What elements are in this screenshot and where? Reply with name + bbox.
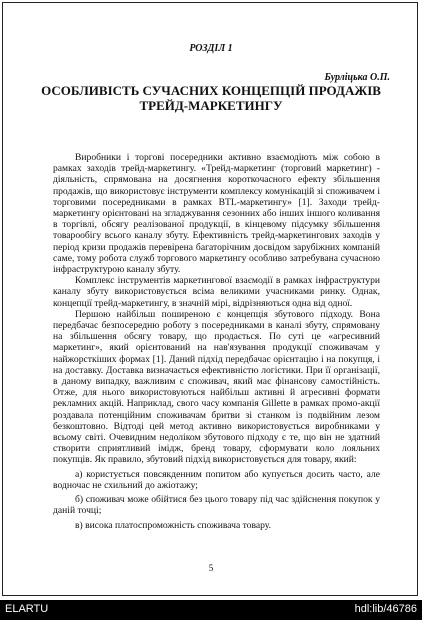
handle-id: hdl:lib/46786	[354, 603, 417, 615]
section-heading: РОЗДІЛ 1	[189, 43, 233, 54]
list-item: а) користується повсякденним попитом або купується досить часто, але водночас не схильний до ажіотажу;	[53, 468, 380, 491]
author-name: Бурліцька О.П.	[324, 72, 390, 83]
list-item: б) споживач може обійтися без цього товару під час здійснення покупок у даній точці;	[53, 494, 380, 517]
paragraph: Комплекс інструментів маркетингової взаємодії в рамках інфраструктури каналу збуту використовується всіма великими учасниками ринку. Однак, концепції трейд-маркетингу, в значній мірі, відрізняються одна від одної.	[53, 275, 380, 309]
article-body	[53, 152, 380, 531]
paragraph: Виробники і торгові посередники активно взаємодіють між собою в рамках заходів трейд-маркетингу. «Трейд-маркетинг (торговий маркетинг) - діяльність, спрямована на досягнення короткочасного ефекту збільшення продажів, що використовує інструменти комплексу комунікацій зі споживачем і торговими посередниками в рамках BTL-маркетингу» [1]. Заходи трейд-маркетингу орієнтовані на згладжування сезонних або інших іншого коливання в торгівлі, обсягу реалізованої продукції, в кінцевому підсумку збільшення товарообігу всього каналу збуту. Ефективність трейд-маркетингових заходів у період кризи продажів перевірена багаторічним досвідом зарубіжних компаній саме, тому робота служб торгового маркетингу особливо затребувана сучасною інфраструктурою каналу збуту.	[53, 152, 380, 276]
page-number: 5	[208, 563, 214, 573]
footer-bar	[0, 600, 422, 620]
article-title: ОСОБЛИВІСТЬ СУЧАСНИХ КОНЦЕПЦІЙ ПРОДАЖІВ ТРЕЙД-МАРКЕТИНГУ	[41, 83, 381, 113]
paragraph: Першою найбільш поширеною є концепція збутового підходу. Вона передбачає безпосередню роботу з посередниками в каналі збуту, спрямовану на збільшення обсягу товару, що продається. По суті це «агресивний маркетинг», який орієнтований на нав'язування продукції споживачам у найжорсткіших формах [1]. Даний підхід передбачає орієнтацію і на покупця, і на доставку. Доставка визначається ефективністю логістики. При її організації, в даному випадку, важливим є споживач, який має фінансову самостійність. Отже, для нього використовуються найбільш активні й агресивні формати рекламних акцій. Наприклад, свого часу компанія Gillette в рамках промо-акції роздавала потенційним споживачам бритви зі станком із подвійним лезом безкоштовно. Відтоді цей метод активно використовується виробниками у всьому світі. Очевидним недоліком збутового підходу є те, що він не здатний створити сприятливий імідж, бренд товару, сформувати коло лояльних покупців. Як правило, збутовий підхід використовується для товару, який:	[53, 308, 380, 466]
list-item: в) висока платоспроможність споживача товару.	[75, 519, 272, 531]
repository-name: ELARTU	[5, 603, 49, 615]
